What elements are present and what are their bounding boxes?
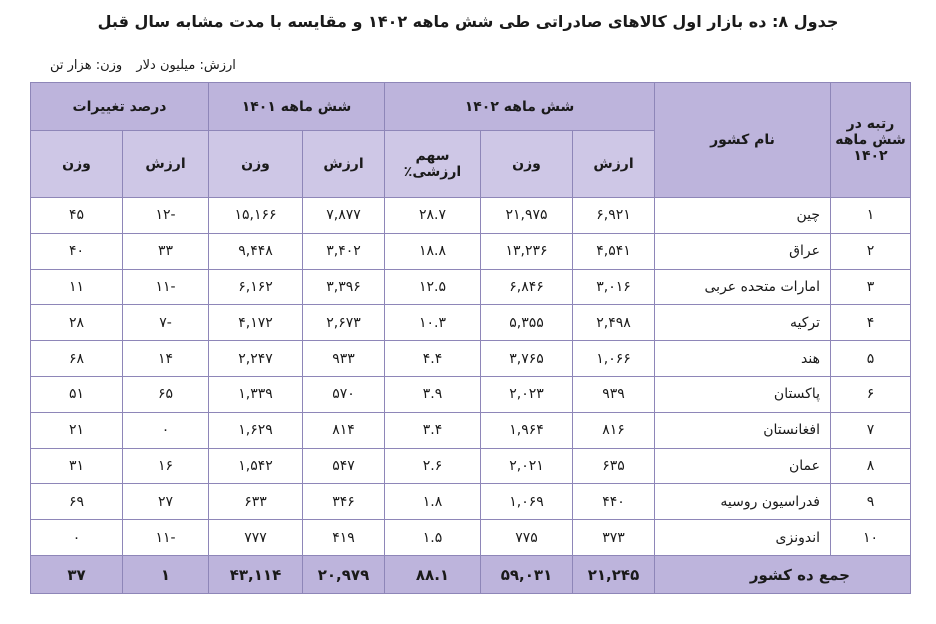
- header-weight-1401: وزن: [209, 131, 303, 198]
- cell-weight-1402: ۱,۰۶۹: [481, 484, 573, 520]
- cell-change-value: -۱۲: [123, 198, 209, 234]
- cell-share-1402: ۱.۵: [385, 520, 481, 556]
- header-change-weight: وزن: [31, 131, 123, 198]
- total-weight-1401: ۴۳,۱۱۴: [209, 556, 303, 594]
- cell-weight-1402: ۲,۰۲۳: [481, 376, 573, 412]
- cell-value-1402: ۳,۰۱۶: [573, 269, 655, 305]
- cell-weight-1402: ۷۷۵: [481, 520, 573, 556]
- cell-change-weight: ۴۵: [31, 198, 123, 234]
- units-note: [40, 58, 300, 73]
- cell-change-weight: ۳۱: [31, 448, 123, 484]
- cell-weight-1401: ۱,۳۳۹: [209, 376, 303, 412]
- cell-weight-1401: ۷۷۷: [209, 520, 303, 556]
- table-row: [31, 305, 911, 341]
- cell-weight-1402: ۵,۳۵۵: [481, 305, 573, 341]
- cell-change-value: -۱۱: [123, 520, 209, 556]
- cell-weight-1401: ۲,۲۴۷: [209, 341, 303, 377]
- header-weight-1402: وزن: [481, 131, 573, 198]
- table-row: [31, 198, 911, 234]
- cell-value-1401: ۵۴۷: [303, 448, 385, 484]
- header-group-1401: شش ماهه ۱۴۰۱: [209, 83, 385, 131]
- cell-weight-1402: ۱,۹۶۴: [481, 412, 573, 448]
- cell-share-1402: ۳.۴: [385, 412, 481, 448]
- cell-change-weight: ۲۸: [31, 305, 123, 341]
- cell-value-1402: ۶,۹۲۱: [573, 198, 655, 234]
- cell-country: فدراسیون روسیه: [655, 484, 831, 520]
- cell-change-value: ۲۷: [123, 484, 209, 520]
- cell-share-1402: ۲.۶: [385, 448, 481, 484]
- cell-change-weight: ۴۰: [31, 233, 123, 269]
- cell-value-1401: ۳۴۶: [303, 484, 385, 520]
- total-value-1402: ۲۱,۲۴۵: [573, 556, 655, 594]
- cell-value-1401: ۳,۴۰۲: [303, 233, 385, 269]
- cell-share-1402: ۳.۹: [385, 376, 481, 412]
- total-change-value: ۱: [123, 556, 209, 594]
- cell-change-value: -۷: [123, 305, 209, 341]
- table-title: جدول ۸: ده بازار اول کالاهای صادراتی طی شش ماهه ۱۴۰۲ و مقایسه با مدت مشابه سال قبل: [97, 12, 839, 31]
- cell-rank: ۵: [831, 341, 911, 377]
- table-row: [31, 520, 911, 556]
- cell-weight-1402: ۳,۷۶۵: [481, 341, 573, 377]
- header-change-value: ارزش: [123, 131, 209, 198]
- cell-country: ترکیه: [655, 305, 831, 341]
- cell-change-value: ۰: [123, 412, 209, 448]
- cell-share-1402: ۱۸.۸: [385, 233, 481, 269]
- total-value-1401: ۲۰,۹۷۹: [303, 556, 385, 594]
- cell-share-1402: ۱۰.۳: [385, 305, 481, 341]
- cell-country: اندونزی: [655, 520, 831, 556]
- cell-change-value: ۱۴: [123, 341, 209, 377]
- cell-value-1401: ۵۷۰: [303, 376, 385, 412]
- cell-rank: ۱۰: [831, 520, 911, 556]
- table-row: [31, 341, 911, 377]
- cell-weight-1401: ۶,۱۶۲: [209, 269, 303, 305]
- cell-share-1402: ۴.۴: [385, 341, 481, 377]
- table-row: [31, 233, 911, 269]
- cell-value-1402: ۲,۴۹۸: [573, 305, 655, 341]
- cell-value-1402: ۱,۰۶۶: [573, 341, 655, 377]
- cell-rank: ۳: [831, 269, 911, 305]
- header-group-change: درصد تغییرات: [31, 83, 209, 131]
- cell-weight-1401: ۴,۱۷۲: [209, 305, 303, 341]
- cell-rank: ۲: [831, 233, 911, 269]
- total-row: [31, 556, 911, 594]
- cell-value-1402: ۴,۵۴۱: [573, 233, 655, 269]
- cell-change-value: ۱۶: [123, 448, 209, 484]
- cell-rank: ۹: [831, 484, 911, 520]
- cell-country: چین: [655, 198, 831, 234]
- cell-rank: ۱: [831, 198, 911, 234]
- cell-change-value: -۱۱: [123, 269, 209, 305]
- header-rank: رتبه در شش ماهه ۱۴۰۲: [831, 83, 911, 198]
- cell-value-1402: ۶۳۵: [573, 448, 655, 484]
- cell-change-value: ۳۳: [123, 233, 209, 269]
- cell-rank: ۸: [831, 448, 911, 484]
- header-country: نام کشور: [655, 83, 831, 198]
- cell-weight-1401: ۶۳۳: [209, 484, 303, 520]
- cell-change-weight: ۵۱: [31, 376, 123, 412]
- table-row: [31, 376, 911, 412]
- cell-weight-1401: ۱,۵۴۲: [209, 448, 303, 484]
- units-value: ارزش: میلیون دلار: [136, 58, 236, 73]
- cell-value-1402: ۸۱۶: [573, 412, 655, 448]
- cell-weight-1401: ۱,۶۲۹: [209, 412, 303, 448]
- cell-country: امارات متحده عربی: [655, 269, 831, 305]
- cell-share-1402: ۱۲.۵: [385, 269, 481, 305]
- table-row: [31, 448, 911, 484]
- cell-weight-1402: ۱۳,۲۳۶: [481, 233, 573, 269]
- total-change-weight: ۳۷: [31, 556, 123, 594]
- cell-change-weight: ۱۱: [31, 269, 123, 305]
- total-share-1402: ۸۸.۱: [385, 556, 481, 594]
- cell-share-1402: ۲۸.۷: [385, 198, 481, 234]
- cell-country: هند: [655, 341, 831, 377]
- cell-change-weight: ۰: [31, 520, 123, 556]
- cell-value-1401: ۴۱۹: [303, 520, 385, 556]
- header-group-1402: شش ماهه ۱۴۰۲: [385, 83, 655, 131]
- cell-country: عراق: [655, 233, 831, 269]
- total-weight-1402: ۵۹,۰۳۱: [481, 556, 573, 594]
- header-share-1402: سهم ارزشی٪: [385, 131, 481, 198]
- cell-weight-1401: ۱۵,۱۶۶: [209, 198, 303, 234]
- cell-value-1401: ۳,۳۹۶: [303, 269, 385, 305]
- cell-value-1402: ۳۷۳: [573, 520, 655, 556]
- cell-value-1401: ۲,۶۷۳: [303, 305, 385, 341]
- header-value-1402: ارزش: [573, 131, 655, 198]
- cell-weight-1402: ۶,۸۴۶: [481, 269, 573, 305]
- cell-change-value: ۶۵: [123, 376, 209, 412]
- cell-country: عمان: [655, 448, 831, 484]
- cell-value-1401: ۷,۸۷۷: [303, 198, 385, 234]
- cell-rank: ۷: [831, 412, 911, 448]
- cell-change-weight: ۶۹: [31, 484, 123, 520]
- cell-change-weight: ۶۸: [31, 341, 123, 377]
- cell-weight-1401: ۹,۴۴۸: [209, 233, 303, 269]
- total-label: جمع ده کشور: [655, 556, 911, 594]
- table-row: [31, 484, 911, 520]
- cell-weight-1402: ۲,۰۲۱: [481, 448, 573, 484]
- table-row: [31, 412, 911, 448]
- exports-table: [30, 82, 911, 594]
- cell-value-1402: ۹۳۹: [573, 376, 655, 412]
- cell-value-1402: ۴۴۰: [573, 484, 655, 520]
- cell-value-1401: ۹۳۳: [303, 341, 385, 377]
- table-row: [31, 269, 911, 305]
- cell-rank: ۶: [831, 376, 911, 412]
- cell-weight-1402: ۲۱,۹۷۵: [481, 198, 573, 234]
- cell-country: پاکستان: [655, 376, 831, 412]
- cell-share-1402: ۱.۸: [385, 484, 481, 520]
- cell-country: افغانستان: [655, 412, 831, 448]
- cell-rank: ۴: [831, 305, 911, 341]
- units-weight: وزن: هزار تن: [50, 58, 123, 73]
- cell-value-1401: ۸۱۴: [303, 412, 385, 448]
- header-value-1401: ارزش: [303, 131, 385, 198]
- cell-change-weight: ۲۱: [31, 412, 123, 448]
